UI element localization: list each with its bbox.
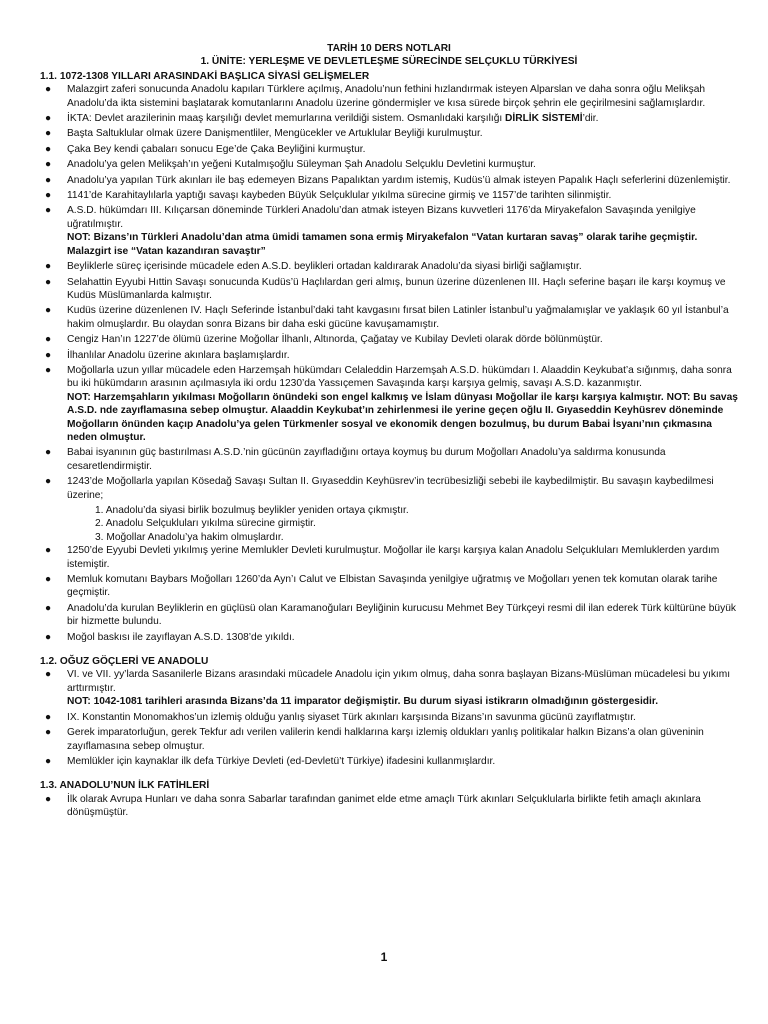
bullet-icon: ● xyxy=(45,711,52,723)
list-item xyxy=(40,544,738,571)
list-item xyxy=(40,112,738,125)
list-item xyxy=(40,726,738,753)
section-heading: 1.3. ANADOLU’NUN İLK FATİHLERİ xyxy=(40,780,210,792)
list-item xyxy=(40,364,738,444)
list-item xyxy=(40,755,738,768)
bullet-icon: ● xyxy=(45,476,52,488)
list-item-text: Moğollarla uzun yıllar mücadele eden Harzemşah hükümdarı Celaleddin Harzemşah A.S.D. hükümdarı I. Alaaddin Keykubat’a sığınmış, daha sonra bu iki hükümdarın arasının açılmasıyla iki ordu 1230’da Yassıçemen Savaşında karşı karşıya gelmiş, savaşı A.S.D. kazanmıştır. xyxy=(67,364,732,390)
numbered-subitem: 2. Anadolu Selçukluları yıkılma sürecine girmiştir. xyxy=(95,518,316,530)
list-item xyxy=(40,793,738,820)
section-heading: 1.2. OĞUZ GÖÇLERİ VE ANADOLU xyxy=(40,656,209,668)
note-text: NOT: Harzemşahların yıkılması Moğolların önündeki son engel kalkmış ve İslam dünyası Moğollar ile karşı karşıya kalmıştır. NOT: Bu savaş A.S.D. nde zayıflamasına sebep olmuştur. Alaaddin Keykubat’ın zehirlenmesi ile yerine geçen oğlu II. Gıyaseddin Keyhüsrev döneminde Moğolların önünden kaçıp Anadolu’ya gelen Türkmenler sosyal ve ekonomik dengen bozulmuş, bu durum Babai İsyanı’nın çıkmasına neden olmuştur. xyxy=(67,391,738,443)
list-item xyxy=(40,446,738,473)
list-item-text: A.S.D. hükümdarı III. Kılıçarsan döneminde Türkleri Anadolu’dan atmak isteyen Bizans kuvvetleri 1176’da Miryakefalon Savaşında yenilgiye uğratılmıştır. xyxy=(67,205,696,230)
bullet-icon: ● xyxy=(45,84,52,96)
list-item xyxy=(40,204,738,258)
list-item-text: Selahattin Eyyubi Hıttin Savaşı sonucunda Kudüs’ü Haçlılardan geri almış, bunun üzerine düzenlenen III. Haçlı seferine başarı ile karşı koymuş ve Kudüs Müslümanlarda kalmıştır. xyxy=(67,276,726,301)
list-item xyxy=(40,631,738,644)
list-item-text: Memlükler için kaynaklar ilk defa Türkiye Devleti (ed-Devletü’t Türkiye) ifadesini kullanmışlardır. xyxy=(67,755,496,767)
page-number: 1 xyxy=(380,950,388,964)
bullet-icon: ● xyxy=(45,574,52,586)
list-item-text: Beyliklerle süreç içerisinde mücadele eden A.S.D. beylikleri ortadan kaldırarak Anadolu’da siyasi birliği sağlamıştır. xyxy=(67,261,582,273)
section-heading: 1.1. 1072-1308 YILLARI ARASINDAKİ BAŞLICA SİYASİ GELİŞMELER xyxy=(40,70,370,82)
list-item xyxy=(40,189,738,202)
bullet-icon: ● xyxy=(45,128,52,140)
document-body xyxy=(40,70,738,820)
bullet-icon: ● xyxy=(45,631,52,643)
bullet-icon: ● xyxy=(45,305,52,317)
document-title: TARİH 10 DERS NOTLARI xyxy=(327,43,451,54)
list-item-text: 1250’de Eyyubi Devleti yıkılmış yerine Memlukler Devleti kurulmuştur. Moğollar ile karşı karşıya kalan Anadolu Selçukluları Memluklerden yardım istemiştir. xyxy=(67,545,720,570)
list-item xyxy=(40,158,738,171)
list-item-text: Başta Saltuklular olmak üzere Danişmentliler, Mengücekler ve Artuklular Beyliği kurulmuştur. xyxy=(67,128,483,140)
list-item-text: İKTA: Devlet arazilerinin maaş karşılığı devlet memurlarına verildiği sistem. Osmanlıdaki karşılığı xyxy=(67,113,506,125)
bullet-icon: ● xyxy=(45,334,52,346)
bullet-icon: ● xyxy=(45,113,52,125)
list-item xyxy=(40,475,738,502)
bullet-icon: ● xyxy=(45,669,52,681)
bullet-icon: ● xyxy=(45,793,52,805)
list-item-text: Gerek imparatorluğun, gerek Tekfur adı verilen valilerin kendi halklarına karşı izlemiş oldukları yanlış politikalar halkın Bizans’a olan güveninin zayıflamasına sebep olmuştur. xyxy=(67,727,704,752)
bullet-icon: ● xyxy=(45,190,52,202)
list-item xyxy=(40,602,738,629)
list-item-text: Cengiz Han’ın 1227’de ölümü üzerine Moğollar İlhanlı, Altınorda, Çağatay ve Kubilay Devleti olarak dörde bölünmüştür. xyxy=(67,334,603,346)
list-item xyxy=(40,127,738,140)
note-text: NOT: 1042-1081 tarihleri arasında Bizans’da 11 imparator değişmiştir. Bu durum siyasi istikrarın olmadığının göstergesidir. xyxy=(67,696,659,708)
list-item-text: 1243’de Moğollarla yapılan Kösedağ Savaşı Sultan II. Gıyaseddin Keyhüsrev’in tecrübesizliği sebebi ile kaybedilmiştir. Bu savaşın kaybedilmesi üzerine; xyxy=(67,476,714,501)
bullet-icon: ● xyxy=(45,276,52,288)
emphasis-text: DİRLİK SİSTEMİ xyxy=(505,113,583,125)
list-item-text: IX. Konstantin Monomakhos’un izlemiş olduğu yanlış siyaset Türk akınları karşısında Bizans’ın savunma gücünü zayıflatmıştır. xyxy=(67,711,636,723)
list-item xyxy=(40,83,738,110)
bullet-icon: ● xyxy=(45,545,52,557)
bullet-icon: ● xyxy=(45,174,52,186)
note-text: NOT: Bizans’ın Türkleri Anadolu’dan atma ümidi tamamen sona ermiş Miryakefalon “Vatan kurtaran savaş” olarak tarihe geçmiştir. Malazgirt ise “Vatan kazandıran savaştır” xyxy=(67,232,698,257)
bullet-icon: ● xyxy=(45,349,52,361)
list-item-text: Malazgirt zaferi sonucunda Anadolu kapıları Türklere açılmış, Anadolu’nun fethini hızlandırmak isteyen Alparslan ve daha sonra oğlu Melikşah Anadolu’da ikta sistemini başlatarak komutanlarını Anadolu üzerine göndermişler ve kısa sürede birçok şehrin ele geçirilmesini sağlamışlardır. xyxy=(67,84,706,109)
numbered-subitem: 1. Anadolu’da siyasi birlik bozulmuş beylikler yeniden ortaya çıkmıştır. xyxy=(95,505,409,516)
list-item xyxy=(40,143,738,156)
list-item-text-end: ’dir. xyxy=(582,113,599,125)
bullet-icon: ● xyxy=(45,159,52,171)
document-page xyxy=(40,42,738,822)
list-item-text: Anadolu’ya yapılan Türk akınları ile baş edemeyen Bizans Papalıktan yardım istemiş, Kudüs’ü almak isteyen Papalık Haçlı seferlerini düzenlemiştir. xyxy=(67,174,731,186)
list-item-text: Çaka Bey kendi çabaları sonucu Ege’de Çaka Beyliğini kurmuştur. xyxy=(67,143,366,155)
list-item-text: VI. ve VII. yy’larda Sasanilerle Bizans arasındaki mücadele Anadolu için yıkım olmuş, daha sonra başlayan Bizans-Müslüman mücadelesi bu yıkımı arttırmıştır. xyxy=(67,669,731,694)
list-item xyxy=(40,668,738,708)
list-item-text: Babai isyanının güç bastırılması A.S.D.’nin gücünün zayıfladığını ortaya koymuş bu durum Moğolları Anadolu’ya saldırma konusunda cesaretlendirmiştir. xyxy=(67,447,666,472)
list-item-text: İlhanlılar Anadolu üzerine akınlara başlamışlardır. xyxy=(67,349,290,361)
list-item xyxy=(40,276,738,303)
bullet-icon: ● xyxy=(45,447,52,459)
bullet-icon: ● xyxy=(45,364,52,376)
bullet-icon: ● xyxy=(45,755,52,767)
list-item xyxy=(40,304,738,331)
list-item-text: Anadolu’ya gelen Melikşah’ın yeğeni Kutalmışoğlu Süleyman Şah Anadolu Selçuklu Devletini kurmuştur. xyxy=(67,159,536,171)
list-item xyxy=(40,573,738,600)
bullet-icon: ● xyxy=(45,602,52,614)
unit-title: 1. ÜNİTE: YERLEŞME VE DEVLETLEŞME SÜRECİNDE SELÇUKLU TÜRKİYESİ xyxy=(200,56,578,68)
list-item-text: Kudüs üzerine düzenlenen IV. Haçlı Seferinde İstanbul’daki taht kavgasını fırsat bilen Latinler İstanbul’u yağmalamışlar ve yaklaşık 60 yıl İstanbul’a hakim olmuşlardır. Bu olaydan sonra Bizans bir daha eski gücüne kavuşamamıştır. xyxy=(67,305,729,330)
list-item-text: Moğol baskısı ile zayıflayan A.S.D. 1308’de yıkıldı. xyxy=(67,631,295,643)
bullet-icon: ● xyxy=(45,261,52,273)
list-item-text: İlk olarak Avrupa Hunları ve daha sonra Sabarlar tarafından ganimet elde etme amaçlı Türk akınları Selçuklularla birlikte fetih amaçlı akınlara dönüşmüştür. xyxy=(67,793,701,819)
list-item xyxy=(40,174,738,187)
list-item xyxy=(40,349,738,362)
list-item-text: Memluk komutanı Baybars Moğolları 1260’da Ayn’ı Calut ve Elbistan Savaşında yenilgiye uğratmış ve Moğolları yenen tek komutan olarak tarihe geçmiştir. xyxy=(67,574,718,599)
list-item-text: 1141’de Karahitaylılarla yaptığı savaşı kaybeden Büyük Selçuklular yıkılma sürecine girmiş ve 1157’de tarihten silinmiştir. xyxy=(67,190,612,202)
numbered-subitem: 3. Moğollar Anadolu’ya hakim olmuşlardır. xyxy=(95,531,284,543)
bullet-icon: ● xyxy=(45,205,52,217)
bullet-icon: ● xyxy=(45,143,52,155)
list-item xyxy=(40,711,738,724)
list-item xyxy=(40,260,738,273)
bullet-icon: ● xyxy=(45,727,52,739)
list-item xyxy=(40,333,738,346)
list-item-text: Anadolu’da kurulan Beyliklerin en güçlüsü olan Karamanoğuları Beyliğinin kurucusu Mehmet Bey Türkçeyi resmi dil ilan ederek Türk kültürüne büyük bir hizmette bulundu. xyxy=(67,602,736,628)
